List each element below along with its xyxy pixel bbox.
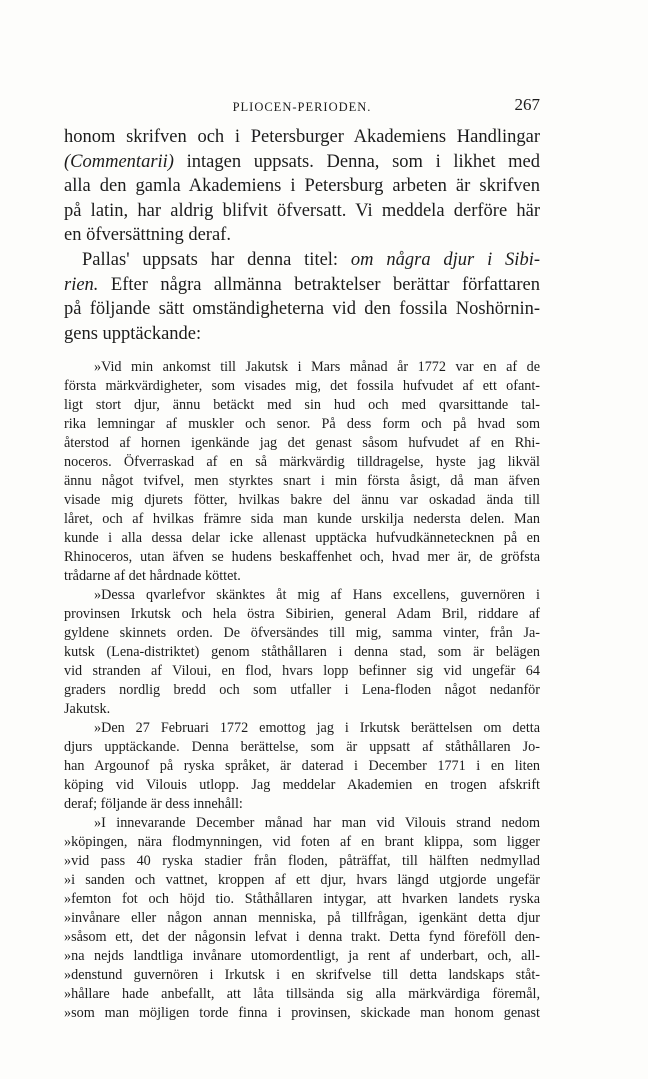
quote-line: »köpingen, nära flodmynningen, vid foten af en brant klippa, som ligger	[64, 834, 540, 850]
quoted-account	[64, 358, 540, 1023]
quote-line: ligt stort djur, ännu betäckt med sin hud och med qvarsittande tal-	[64, 397, 540, 413]
quote-line: trådarne af det hårdnade köttet.	[64, 568, 241, 584]
quote-line: »i sanden och vattnet, kroppen af ett djur, hvars längd utgjorde ungefär	[64, 872, 540, 888]
quote-line: deraf; följande är dess innehåll:	[64, 796, 243, 812]
quote-line: kunde i alla dessa delar icke allenast upptäcka hufvudkännetecknen på en	[64, 530, 540, 546]
body-paragraphs	[64, 125, 540, 346]
quote-line: »Den 27 Februari 1772 emottog jag i Irkutsk berättelsen om detta	[94, 720, 540, 736]
italic-phrase: om några djur i Sibi-	[350, 249, 540, 270]
quote-line: »I innevarande December månad har man vid Vilouis strand nedom	[94, 815, 540, 831]
quote-line: visade mig djurets fötter, hvilkas bakre del ännu var oskadad ända till	[64, 492, 540, 508]
quote-line: Rhinoceros, utan äfven se hudens beskaffenhet och, hvad mer är, de gröfsta	[64, 549, 540, 565]
quote-line: »Vid min ankomst till Jakutsk i Mars månad år 1772 var en af de	[94, 359, 540, 375]
quote-line: gyldene skinnets orden. De öfversändes till mig, samma vinter, från Ja-	[64, 625, 540, 641]
quote-line: »såsom ett, det der någonsin lefvat i denna trakt. Detta fynd föreföll den-	[64, 929, 540, 945]
quote-line: ännu något tvifvel, men styrktes snart i min första åsigt, då man äfven	[64, 473, 540, 489]
quote-line: kutsk (Lena-distriktet) genom ståthållaren i denna stad, som är belägen	[64, 644, 540, 660]
quote-line: han Argounof på ryska språket, är daterad i December 1771 i en liten	[64, 758, 540, 774]
quote-line: rika lemningar af muskler och senor. På dess form och på hvad som	[64, 416, 540, 432]
body-line: honom skrifven och i Petersburger Akademiens Handlingar	[64, 127, 540, 147]
quote-line: köping vid Vilouis utlopp. Jag meddelar Akademien en trogen afskrift	[64, 777, 540, 793]
quote-line: »hållare hade anbefallt, att låta tillsända sig alla märkvärdiga föremål,	[64, 986, 540, 1002]
body-line: (Commentarii) intagen uppsats. Denna, som i likhet med	[64, 151, 540, 172]
running-head	[64, 96, 540, 118]
body-line: på latin, har aldrig blifvit öfversatt. Vi meddela derföre här	[64, 200, 540, 221]
quote-line: djurs upptäckande. Denna berättelse, som är uppsatt af ståthållaren Jo-	[64, 739, 540, 755]
quote-line: »na nejds landtliga invånare utomordentligt, ja rent af underbart, och, all-	[64, 948, 540, 964]
body-line: rien. Efter några allmänna betraktelser berättar författaren	[64, 274, 540, 295]
quote-line: »Dessa qvarlefvor skänktes åt mig af Hans excellens, guvernören i	[94, 587, 540, 603]
quote-line: noceros. Öfverraskad af en så märkvärdig tilldragelse, hyste jag likväl	[64, 454, 540, 470]
italic-phrase: rien.	[64, 274, 99, 295]
quote-line: »femton fot och höjd tio. Ståthållaren intygar, att hvarken landets ryska	[64, 891, 540, 907]
quote-line: »invånare eller någon annan menniska, på tillfrågan, igenkänt detta djur	[64, 910, 540, 926]
quote-line: provinsen Irkutsk och hela östra Sibirien, general Adam Bril, riddare af	[64, 606, 540, 622]
italic-phrase: (Commentarii)	[64, 151, 174, 172]
body-line: alla den gamla Akademiens i Petersburg arbeten är skrifven	[64, 176, 540, 197]
quote-line: första märkvärdigheter, som visades mig, det fossila hufvudet af ett ofant-	[64, 378, 540, 394]
running-title: PLIOCEN-PERIODEN.	[232, 100, 372, 114]
quote-line: återstod af hornen igenkände jag det genast såsom hufvudet af en Rhi-	[64, 435, 540, 451]
quote-line: »vid pass 40 ryska stadier från floden, påträffat, till hälften nedmyllad	[64, 853, 540, 869]
quote-line: låret, och af hvilkas främre sida man kunde urskilja nedersta delen. Man	[64, 511, 540, 527]
body-line: gens upptäckande:	[64, 323, 202, 344]
body-line: Pallas' uppsats har denna titel: om några djur i Sibi-	[82, 249, 540, 270]
quote-line: »som man möjligen torde finna i provinsen, skickade man honom genast	[64, 1005, 540, 1021]
quote-line: »denstund guvernören i Irkutsk i en skrifvelse till detta landskaps ståt-	[64, 967, 540, 983]
page-number: 267	[514, 95, 540, 114]
body-line: en öfversättning deraf.	[64, 225, 231, 246]
body-line: på följande sätt omständigheterna vid den fossila Noshörnin-	[64, 299, 540, 320]
quote-line: graders nordlig bredd och som utfaller i Lena-floden något nedanför	[64, 682, 540, 698]
quote-line: vid stranden af Viloui, en flod, hvars lopp befinner sig vid ungefär 64	[64, 663, 540, 679]
quote-line: Jakutsk.	[64, 701, 111, 717]
